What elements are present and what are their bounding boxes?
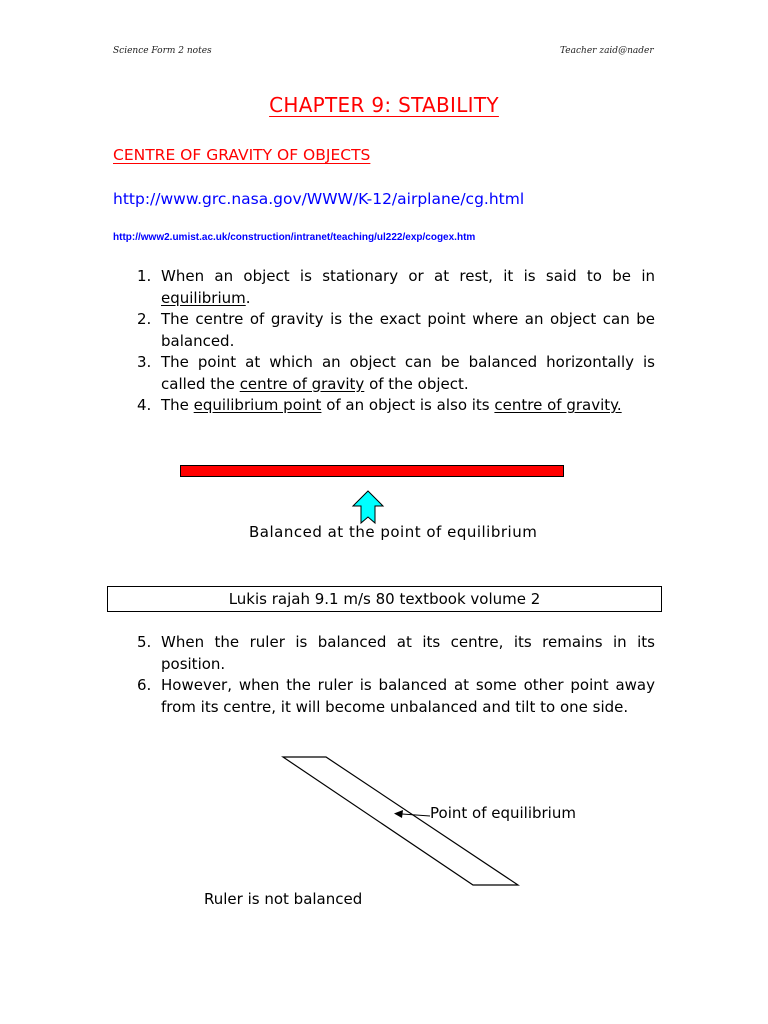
ruler-list [131,632,655,718]
chapter-title: CHAPTER 9: STABILITY [269,93,499,117]
term-equilibrium-point: equilibrium point [193,396,322,414]
list-item [131,352,655,395]
balanced-ruler-bar [180,465,564,477]
figure1-caption: Balanced at the point of equilibrium [249,523,538,541]
nasa-link[interactable]: http://www.grc.nasa.gov/WWW/K-12/airplane/cg.html [113,190,525,208]
term-centre-of-gravity: centre of gravity [239,374,365,393]
item-number: 4. [137,396,152,414]
item-number: 1. [137,267,152,285]
item-number: 3. [137,353,152,371]
pointer-arrow-head [394,810,403,818]
item-text: The point at which an object can be balanced horizontally is called the [161,353,655,393]
item-text: When an object is stationary or at rest, it is said to be in [161,267,655,285]
section-heading: CENTRE OF GRAVITY OF OBJECTS [113,146,371,164]
item-number: 5. [137,633,152,651]
item-number: 2. [137,310,152,328]
item-text: . [245,288,251,307]
list-item [131,675,655,718]
item-text: When the ruler is balanced at its centre, its remains in its position. [161,633,655,673]
header-left-text: Science Form 2 notes [113,46,212,56]
definitions-list [131,266,655,417]
header-right-text: Teacher zaid@nader [560,46,654,56]
item-text: The [161,396,194,414]
tilted-ruler-diagram [280,754,530,890]
item-text: The centre of gravity is the exact point where an object can be balanced. [161,310,655,350]
up-arrow-icon [351,489,385,525]
list-item [131,395,655,417]
figure2-caption: Ruler is not balanced [204,890,363,908]
item-text: of an object is also its [321,396,495,414]
reference-box: Lukis rajah 9.1 m/s 80 textbook volume 2 [107,586,662,612]
equilibrium-point-label: Point of equilibrium [430,804,576,822]
list-item [131,266,655,309]
term-equilibrium: equilibrium [161,288,246,307]
item-text: of the object. [364,374,469,393]
umist-link[interactable]: http://www2.umist.ac.uk/construction/intranet/teaching/ul222/exp/cogex.htm [113,232,476,243]
pointer-arrow-line [402,814,430,816]
term-centre-of-gravity: centre of gravity. [494,396,622,414]
list-item [131,632,655,675]
item-text: However, when the ruler is balanced at some other point away from its centre, it will become unbalanced and tilt to one side. [161,676,655,716]
list-item [131,309,655,352]
item-number: 6. [137,676,152,694]
